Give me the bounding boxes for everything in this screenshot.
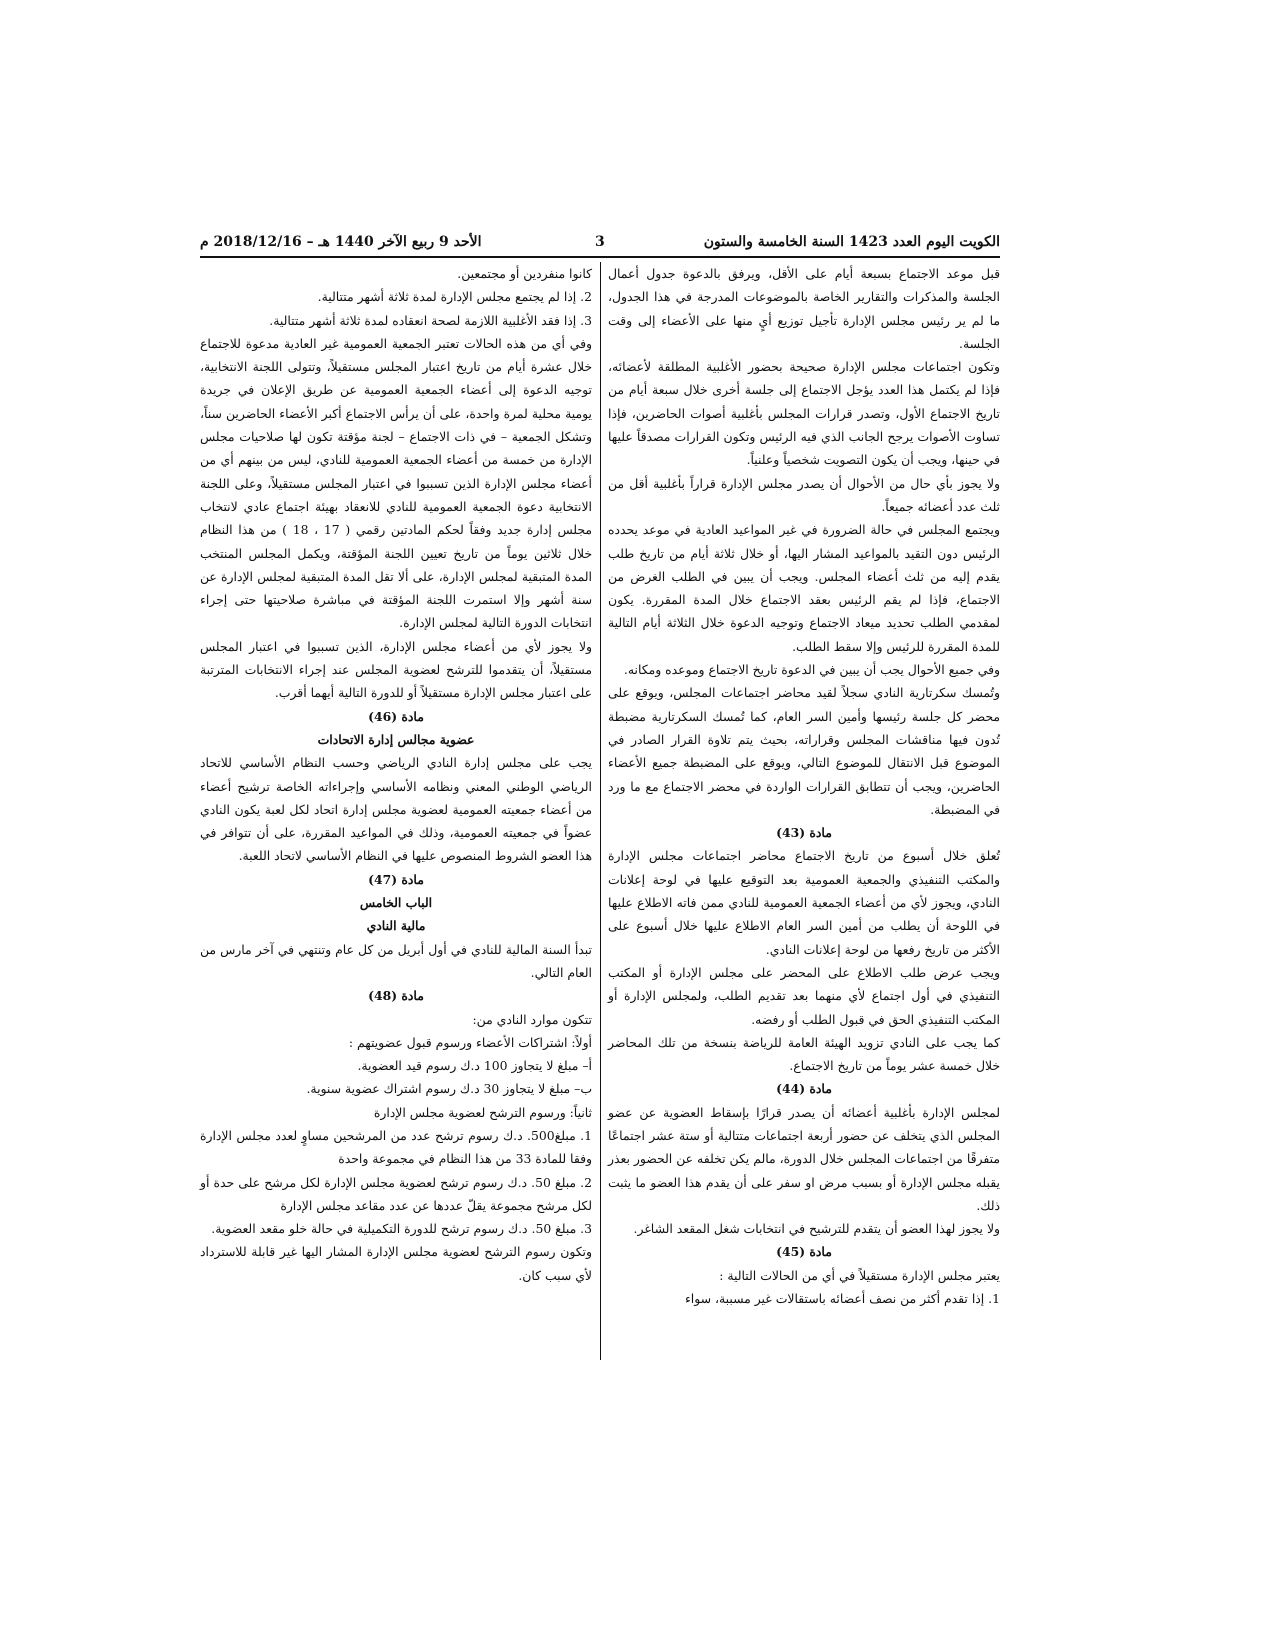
paragraph: وتُمسك سكرتارية النادي سجلاً لقيد محاضر اجتماعات المجلس، ويوقع على محضر كل جلسة رئيسها وأمين السر العام، كما تُمسك السكرتارية مضبطة تُدون فيها مناقشات المجلس وقراراته، بحيث يتم تلاوة القرار الصادر في الموضوع قبل الانتقال للموضوع التالي، ويوقع على المضبطة جميع الأعضاء الحاضرين، ويجب أن تتطابق القرارات الواردة في محضر الاجتماع مع ما ورد في المضبطة. [608,685,1000,817]
list-item: 3. إذا فقد الأغلبية اللازمة لصحة انعقاده لمدة ثلاثة أشهر متتالية. [269,312,592,328]
page-header [200,228,1000,258]
list-item: 2. إذا لم يجتمع مجلس الإدارة لمدة ثلاثة أشهر متتالية. [317,289,592,305]
list-item: 1. مبلغ500. د.ك رسوم ترشح عدد من المرشحين مساوٍ لعدد مجلس الإدارة وفقا للمادة 33 من هذا النظام في مجموعة واحدة [200,1127,592,1167]
issue-date: الأحد 9 ربيع الآخر 1440 هـ – 2018/12/16 م [200,234,482,250]
page-number: 3 [595,234,605,250]
paragraph: تبدأ السنة المالية للنادي في أول أبريل من كل عام وتنتهي في آخر مارس من العام التالي. [200,941,592,980]
paragraph: ويجب عرض طلب الاطلاع على المحضر على مجلس الإدارة أو المكتب التنفيذي في أول اجتماع لأي منهما بعد تقديم الطلب، ولمجلس الإدارة أو المكتب التنفيذي الحق في قبول الطلب أو رفضه. [608,964,1000,1027]
paragraph: ثانياً: ورسوم الترشح لعضوية مجلس الإدارة [373,1104,592,1120]
gazette-issue-info: الكويت اليوم العدد 1423 السنة الخامسة والستون [703,234,1000,250]
article-heading-46: مادة (46) [368,708,424,724]
article-heading-48: مادة (48) [368,988,424,1004]
paragraph: ولا يجوز بأي حال من الأحوال أن يصدر مجلس الإدارة قراراً بأغلبية أقل من ثلث عدد أعضائه جميعاً. [608,475,1000,514]
left-column [200,262,592,1287]
paragraph: وتكون اجتماعات مجلس الإدارة صحيحة بحضور الأغلبية المطلقة لأعضائه، فإذا لم يكتمل هذا العدد يؤجل الاجتماع إلى جلسة أخرى خلال سبعة أيام من تاريخ الاجتماع الأول، وتصدر قرارات المجلس بأغلبية أصوات الحاضرين، فإذا تساوت الأصوات يرجح الجانب الذي فيه الرئيس وتكون القرارات مصدقاً عليها في حينها، ويجب أن يكون التصويت شخصياً وعلنياً. [608,359,1000,468]
paragraph: تتكون موارد النادي من: [472,1011,592,1027]
paragraph: ولا يجوز لأي من أعضاء مجلس الإدارة، الذين تسببوا في اعتبار المجلس مستقيلاً، أن يتقدموا للترشح لعضوية المجلس عند إجراء الانتخابات المترتبة على اعتبار مجلس الإدارة مستقيلاً أو للدورة التالية أيهما أقرب. [200,638,592,701]
paragraph: يعتبر مجلس الإدارة مستقيلاً في أي من الحالات التالية : [719,1267,1000,1283]
paragraph: يجب على مجلس إدارة النادي الرياضي وحسب النظام الأساسي للاتحاد الرياضي الوطني المعني ونظامه الأساسي وإجراءاته الخاصة ترشيح أعضاء من أعضاء جمعيته العمومية لعضوية مجلس إدارة اتحاد لكل لعبة يكون النادي عضواً في جمعيته العمومية، وذلك في المواعيد المقررة، على أن تتوافر في هذا العضو الشروط المنصوص عليها في النظام الأساسي لاتحاد اللعبة. [200,755,592,864]
paragraph: قبل موعد الاجتماع بسبعة أيام على الأقل، ويرفق بالدعوة جدول أعمال الجلسة والمذكرات والتقارير الخاصة بالموضوعات المدرجة في هذا الجدول، ما لم ير رئيس مجلس الإدارة تأجيل توزيع أيٍ منها على الأعضاء إلى وقت الجلسة. [608,266,1000,351]
paragraph: وفي أي من هذه الحالات تعتبر الجمعية العمومية غير العادية مدعوة للاجتماع خلال عشرة أيام من تاريخ اعتبار المجلس مستقيلاً، وتتولى اللجنة الانتخابية، توجيه الدعوة إلى أعضاء الجمعية العمومية عن طريق الإعلان في جريدة يومية محلية لمرة واحدة، على أن يرأس الاجتماع أكبر الأعضاء الحاضرين سناً، وتشكل الجمعية – في ذات الاجتماع – لجنة مؤقتة تكون لها صلاحيات مجلس الإدارة من خمسة من أعضاء الجمعية العمومية للنادي، ليس من بينهم أي من أعضاء مجلس الإدارة الذين تسببوا في اعتبار المجلس مستقيلاً، وعلى اللجنة الانتخابية دعوة الجمعية العمومية للنادي للانعقاد بهيئة اجتماع عادي لانتخاب مجلس إدارة جديد وفقاً لحكم المادتين رقمي ( 17 ، 18 ) من هذا النظام خلال ثلاثين يوماً من تاريخ تعيين اللجنة المؤقتة، ويكمل المجلس المنتخب المدة المتبقية لمجلس الإدارة، على ألا تقل المدة المتبقية لمجلس الإدارة عن سنة أشهر وإلا استمرت اللجنة المؤقتة في مباشرة صلاحيتها حتى إجراء انتخابات الدورة التالية لمجلس الإدارة. [200,335,592,631]
article-heading-47: مادة (47) [368,871,424,887]
list-item: ب– مبلغ لا يتجاوز 30 د.ك رسوم اشتراك عضوية سنوية. [306,1081,592,1097]
chapter-heading: الباب الخامس [359,895,433,911]
list-item: 2. مبلغ 50. د.ك رسوم ترشح لعضوية مجلس الإدارة لكل مرشح على حدة أو لكل مرشح مجموعة يقلّ عددها عن عدد مقاعد مجلس الإدارة [200,1174,593,1213]
paragraph: ولا يجوز لهذا العضو أن يتقدم للترشيح في انتخابات شغل المقعد الشاغر. [633,1221,1000,1237]
paragraph: لمجلس الإدارة بأغلبية أعضائه أن يصدر قرارًا بإسقاط العضوية عن عضو المجلس الذي يتخلف عن حضور أربعة اجتماعات متتالية أو ستة عشر اجتماعًا متفرقًا من اجتماعات المجلس خلال الدورة، مالم يكن تخلفه عن الحضور بعذر يقبله مجلس الإدارة أو بسبب مرض او سفر على أن يقدم هذا العضو ما يثبت ذلك. [608,1104,1000,1213]
paragraph: وفي جميع الأحوال يجب أن يبين في الدعوة تاريخ الاجتماع وموعده ومكانه. [623,662,1000,678]
list-item: 1. إذا تقدم أكثر من نصف أعضائه باستقالات غير مسببة، سواء [684,1291,1000,1307]
article-heading-44: مادة (44) [776,1081,832,1097]
article-heading-45: مادة (45) [776,1244,832,1260]
section-heading: مالية النادي [366,918,426,934]
paragraph: أولاً: اشتراكات الأعضاء ورسوم قبول عضويتهم : [348,1034,592,1050]
list-item: أ– مبلغ لا يتجاوز 100 د.ك رسوم قيد العضوية. [357,1058,592,1074]
paragraph: كما يجب على النادي تزويد الهيئة العامة للرياضة بنسخة من تلك المحاضر خلال خمسة عشر يوماً من تاريخ الاجتماع. [608,1034,1000,1074]
paragraph: ويجتمع المجلس في حالة الضرورة في غير المواعيد العادية في موعد يحدده الرئيس دون التقيد بالمواعيد المشار اليها، أو خلال ثلاثة أيام من تاريخ طلب يقدم إليه من ثلث أعضاء المجلس. ويجب أن يبين في الطلب الغرض من الاجتماع، فإذا لم يقم الرئيس بعقد الاجتماع خلال المدة المقررة. يكون لمقدمي الطلب تحديد ميعاد الاجتماع وتوجيه الدعوة خلال الثلاثة أيام التالية للمدة المقررة للرئيس وإلا سقط الطلب. [608,522,1000,654]
column-divider [600,262,601,1360]
section-heading: عضوية مجالس إدارة الاتحادات [317,731,475,747]
header-rule [200,256,1000,258]
paragraph: وتكون رسوم الترشح لعضوية مجلس الإدارة المشار اليها غير قابلة للاسترداد لأي سبب كان. [200,1244,592,1283]
article-heading-43: مادة (43) [776,825,832,841]
list-item: 3. مبلغ 50. د.ك رسوم ترشح للدورة التكميلية في حالة خلو مقعد العضوية. [211,1221,592,1237]
paragraph: تُعلق خلال أسبوع من تاريخ الاجتماع محاضر اجتماعات مجلس الإدارة والمكتب التنفيذي والجمعية العمومية بعد التوقيع عليها في لوحة إعلانات النادي، ويجوز لأي من أعضاء الجمعية العمومية للنادي ممن فاته الاطلاع عليها في اللوحة أن يطلب من أمين السر العام الاطلاع عليها خلال أسبوع على الأكثر من تاريخ رفعها من لوحة إعلانات النادي. [608,848,1000,957]
right-column [608,262,1000,1310]
paragraph: كانوا منفردين أو مجتمعين. [457,266,592,281]
